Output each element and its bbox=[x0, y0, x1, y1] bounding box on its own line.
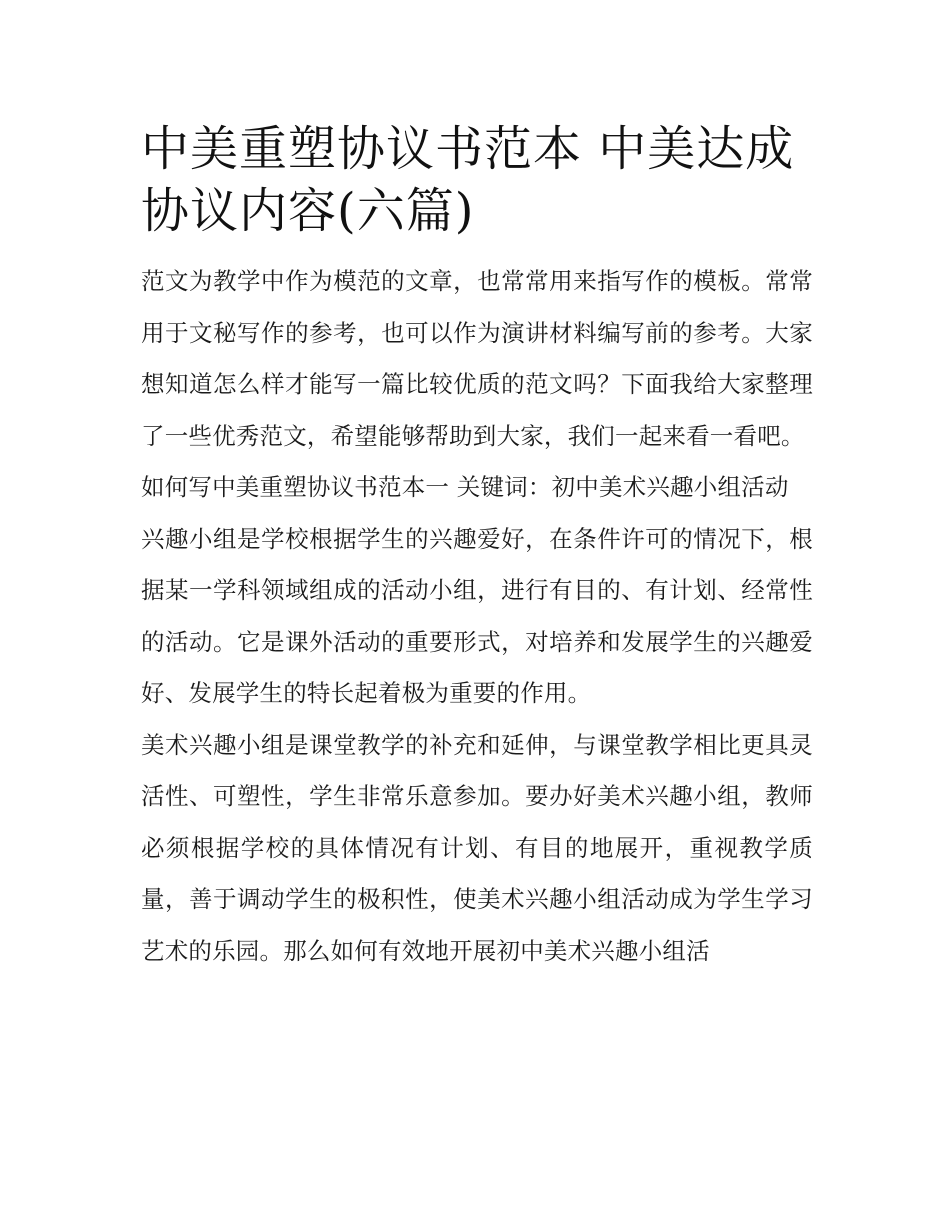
paragraph-intro: 范文为教学中作为模范的文章，也常常用来指写作的模板。常常用于文秘写作的参考，也可以作为演讲材料编写前的参考。大家想知道怎么样才能写一篇比较优质的范文吗？下面我给大家整理了一些优秀范文，希望能够帮助到大家，我们一起来看一看吧。 bbox=[141, 267, 813, 450]
paragraph-heading-keywords: 如何写中美重塑协议书范本一 关键词：初中美术兴趣小组活动 bbox=[141, 473, 789, 501]
document-title: 中美重塑协议书范本 中美达成协议内容(六篇) bbox=[141, 121, 795, 239]
paragraph-art-group: 美术兴趣小组是课堂教学的补充和延伸，与课堂教学相比更具灵活性、可塑性，学生非常乐意参加。要办好美术兴趣小组，教师必须根据学校的具体情况有计划、有目的地展开，重视教学质量，善于调动学生的极积性，使美术兴趣小组活动成为学生学习艺术的乐园。那么如何有效地开展初中美术兴趣小组活 bbox=[141, 730, 813, 965]
paragraph-interest-group: 兴趣小组是学校根据学生的兴趣爱好，在条件许可的情况下，根据某一学科领域组成的活动小组，进行有目的、有计划、经常性的活动。它是课外活动的重要形式，对培养和发展学生的兴趣爱好、发展学生的特长起着极为重要的作用。 bbox=[141, 524, 813, 707]
document-page bbox=[141, 118, 813, 977]
